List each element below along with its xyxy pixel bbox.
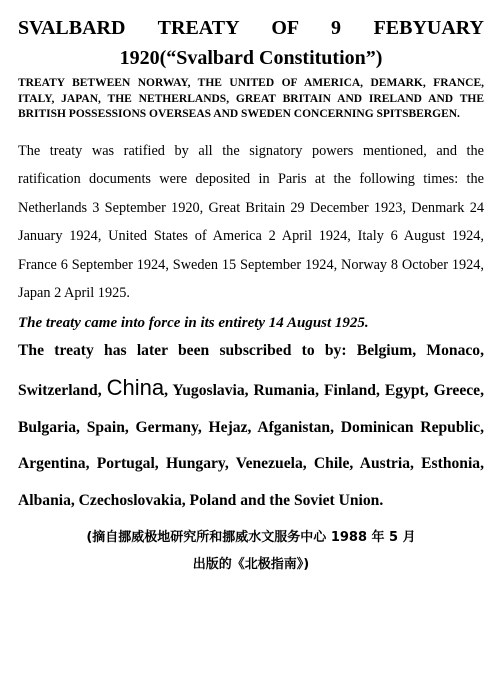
source-citation <box>18 524 484 578</box>
entry-into-force-statement: The treaty came into force in its entirety 14 August 1925. <box>18 315 369 332</box>
ratification-paragraph: The treaty was ratified by all the signatory powers mentioned, and the ratification documents were deposited in Paris at the following times: the Netherlands 3 September 1920, Great Britain 29 December 1923, Denmark 24 January 1924, United States of America 2 April 1924, Italy 6 August 1924, France 6 September 1924, Sweden 15 September 1924, Norway 8 October 1924, Japan 2 April 1925. <box>18 142 484 302</box>
document-title-line1: SVALBARD TREATY OF 9 FEBYUARY <box>18 17 484 39</box>
document-title-line2: 1920(“Svalbard Constitution”) <box>119 47 383 69</box>
document-page <box>18 14 484 578</box>
source-citation-line2: 出版的《北极指南》) <box>192 557 310 573</box>
later-subscribers-paragraph <box>18 333 484 520</box>
source-citation-line1: (摘自挪威极地研究所和挪威水文服务中心 1988 年 5 月 <box>86 530 416 546</box>
treaty-parties-subtitle: TREATY BETWEEN NORWAY, THE UNITED OF AMERICA, DEMARK, FRANCE, ITALY, JAPAN, THE NETHERLANDS, GREAT BRITAIN AND IRELAND AND THE BRITISH POSSESSIONS OVERSEAS AND SWEDEN CONCERNING SPITSBERGEN. <box>18 77 484 120</box>
later-subscribers-text-after: , Yugoslavia, Rumania, Finland, Egypt, Greece, Bulgaria, Spain, Germany, Hejaz, Afganistan, Dominican Republic, Argentina, Portugal, Hungary, Venezuela, Chile, Austria, Esthonia, Albania, Czechoslovakia, Poland and the Soviet Union. <box>18 381 484 510</box>
highlighted-country-china: China <box>106 374 165 400</box>
later-subscribers-text-before: The treaty has later been subscribed to by: Belgium, Monaco, Switzerland, <box>18 342 484 399</box>
